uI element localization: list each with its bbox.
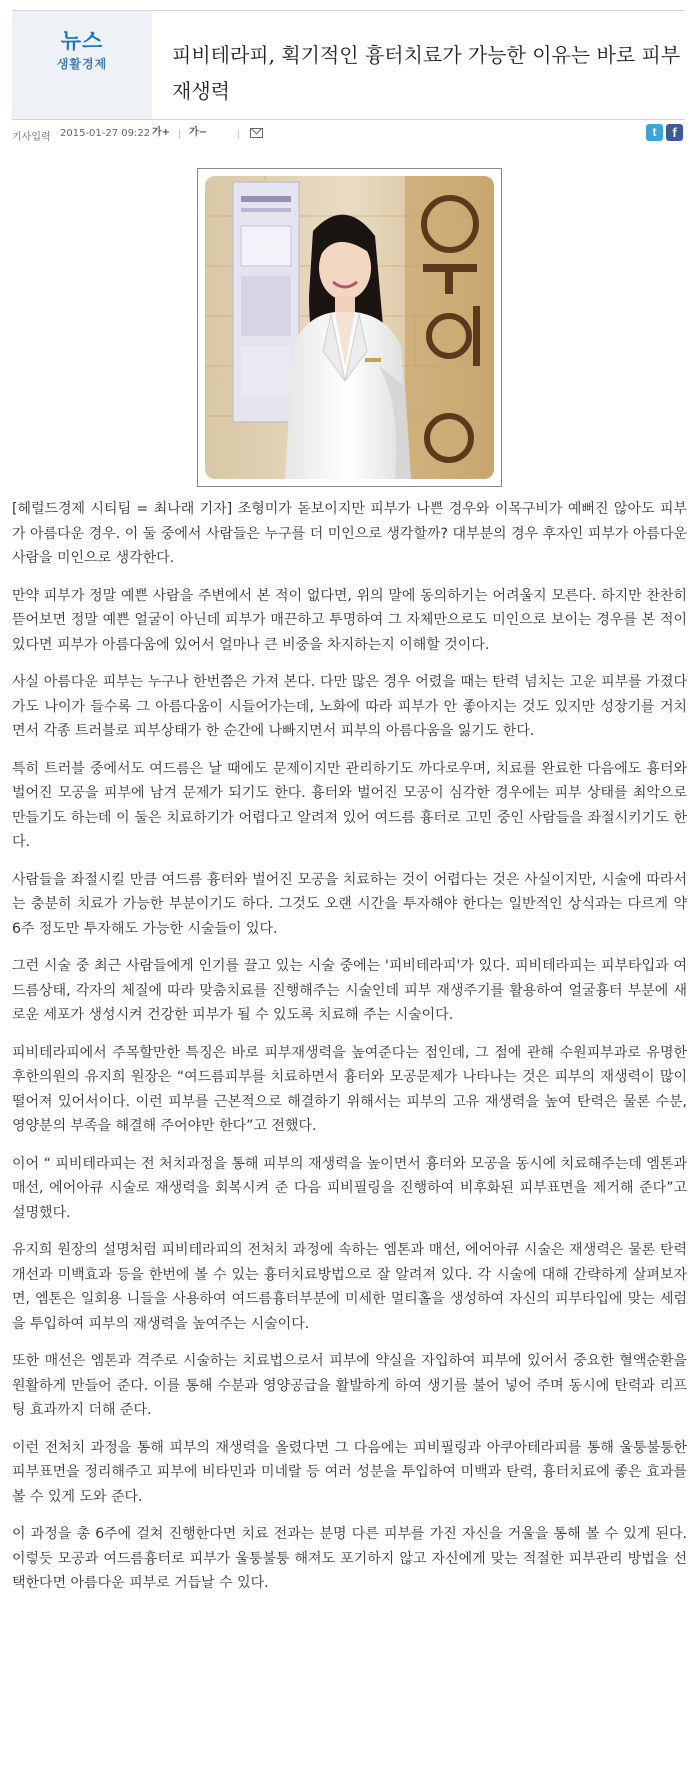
article-paragraph: [헤럴드경제 시티팀 = 최나래 기자] 조형미가 돋보이지만 피부가 나쁜 경우와 이목구비가 예뻐진 않아도 피부가 아름다운 경우. 이 둘 중에서 사람들은 누구를 더 미인으로 생각할까? 대부분의 경우 후자인 피부가 아름다운 사람을 미인으로 생각한다.: [12, 501, 687, 566]
article-paragraph: 사실 아름다운 피부는 누구나 한번쯤은 가져 본다. 다만 많은 경우 어렸을 때는 탄력 넘치는 고운 피부를 가졌다가도 나이가 들수록 그 아름다움이 시들어가는데, 노화에 따라 피부가 안 좋아지는 것도 있지만 성장기를 거치면서 각종 트러블로 피부상태가 한 순간에 나빠지면서 피부의 아름다움을 잃기도 한다.: [12, 674, 687, 739]
divider: [179, 129, 180, 139]
font-size-increase-button[interactable]: 가+: [152, 127, 171, 138]
article-paragraph: 이런 전처치 과정을 통해 피부의 재생력을 올렸다면 그 다음에는 피비필링과 아쿠아테라피를 통해 울퉁불퉁한 피부표면을 정리해주고 피부에 비타민과 미네랄 등 여러 성분을 투입하여 미백과 탄력, 흉터치료에 좋은 효과를 볼 수 있게 도와 준다.: [12, 1439, 687, 1505]
email-share-icon[interactable]: [250, 128, 263, 138]
article-paragraph: 만약 피부가 정말 예쁜 사람을 주변에서 본 적이 없다면, 위의 말에 동의하기는 어려울지 모른다. 하지만 찬찬히 뜯어보면 정말 예쁜 얼굴이 아닌데 피부가 매끈하고 투명하여 그 자체만으로도 미인으로 보이는 경우를 본 적이 있다면 피부가 아름다움에 있어서 얼마나 큰 비중을 차지하는지 이해할 것이다.: [12, 587, 687, 653]
article-body: [12, 497, 687, 1609]
article-paragraph: 그런 시술 중 최근 사람들에게 인기를 끌고 있는 시술 중에는 '피비테라피'가 있다. 피비테라피는 피부타입과 여드름상태, 각자의 체질에 따라 맞춤치료를 진행해주는 시술인데 피부 재생주기를 활용하여 얼굴흉터 부분에 새로운 세포가 생성시켜 건강한 피부가 될 수 있도록 치료해 주는 시술이다.: [12, 958, 687, 1023]
subsection-name[interactable]: 생활경제: [56, 57, 108, 71]
article-photo: [205, 176, 494, 479]
article-meta-bar: [12, 122, 685, 146]
article-header: [12, 10, 685, 120]
article-paragraph: 또한 매선은 엠톤과 격주로 시술하는 치료법으로서 피부에 약실을 자입하여 피부에 있어서 중요한 혈액순환을 원활하게 만들어 준다. 이를 통해 수분과 영양공급을 활발하게 하여 생기를 불어 넣어 주며 동시에 탄력과 리프팅 효과까지 더해 준다.: [12, 1353, 687, 1418]
article-paragraph: 유지희 원장의 설명처럼 피비테라피의 전처치 과정에 속하는 엠톤과 매선, 에어아큐 시술은 재생력은 물론 탄력개선과 미백효과 등을 한번에 볼 수 있는 흉터치료방법으로 잘 알려져 있다. 각 시술에 대해 간략하게 살펴보자면, 엠톤은 일회용 니들을 사용하여 여드름흉터부분에 미세한 멀티홀을 생성하여 자신의 피부타입에 맞는 세럼을 투입하여 피부의 재생력을 높여주는 시술이다.: [12, 1242, 687, 1332]
section-name[interactable]: 뉴스: [60, 29, 104, 53]
article-photo-frame: [197, 168, 502, 487]
article-paragraph: 피비테라피에서 주목할만한 특징은 바로 피부재생력을 높여준다는 점인데, 그 점에 관해 수원피부과로 유명한 후한의원의 유지희 원장은 “여드름피부를 치료하면서 흉터와 모공문제가 나타나는 것은 피부의 재생력이 많이 떨어져 있어서이다. 이런 피부를 근본적으로 해결하기 위해서는 피부의 고유 재생력을 높여 탄력은 물론 수분, 영양분의 부족을 해결해 주어야만 한다”고 전했다.: [12, 1044, 687, 1134]
article-paragraph: 사람들을 좌절시킬 만큼 여드름 흉터와 벌어진 모공을 치료하는 것이 어렵다는 것은 사실이지만, 시술에 따라서는 충분히 치료가 가능한 부분이기도 하다. 그것도 오랜 시간을 투자해야 한다는 일반적인 상식과는 다르게 약 6주 정도만 투자해도 가능한 시술들이 있다.: [12, 871, 687, 937]
article-paragraph: 특히 트러블 중에서도 여드름은 날 때에도 문제이지만 관리하기도 까다로우며, 치료를 완료한 다음에도 흉터와 벌어진 모공을 피부에 남겨 문제가 되기도 한다. 흉터와 벌어진 모공이 심각한 경우에는 피부 상태를 최악으로 만들기도 하는데 이 둘은 치료하기가 어렵다고 알려져 있어 여드름 흉터로 고민 중인 사람들을 좌절시키기도 한다.: [12, 760, 687, 850]
divider: [238, 129, 239, 139]
facebook-share-icon[interactable]: f: [666, 124, 683, 141]
doctor-portrait-illustration: [205, 176, 494, 479]
article-headline: 피비테라피, 획기적인 흉터치료가 가능한 이유는 바로 피부재생력: [172, 43, 681, 103]
article-paragraph: 이어 “ 피비테라피는 전 처치과정을 통해 피부의 재생력을 높이면서 흉터와 모공을 동시에 치료해주는데 엠톤과 매선, 에어아큐 시술로 재생력을 회복시켜 준 다음 피비필링을 진행하여 비후화된 피부표면을 제거해 준다”고 설명했다.: [12, 1155, 687, 1221]
font-size-decrease-button[interactable]: 가−: [189, 127, 208, 138]
twitter-share-icon[interactable]: t: [646, 124, 663, 141]
article-paragraph: 이 과정을 총 6주에 걸쳐 진행한다면 치료 전과는 분명 다른 피부를 가진 자신을 거울을 통해 볼 수 있게 된다. 이렇듯 모공과 여드름흉터로 피부가 울퉁불퉁 해져도 포기하지 않고 자신에게 맞는 적절한 피부관리 방법을 선택한다면 아름다운 피부로 거듭날 수 있다.: [12, 1526, 687, 1591]
published-label: 기사입력: [12, 132, 51, 143]
published-date: 2015-01-27 09:22: [60, 128, 151, 139]
section-label-box[interactable]: [12, 11, 152, 119]
